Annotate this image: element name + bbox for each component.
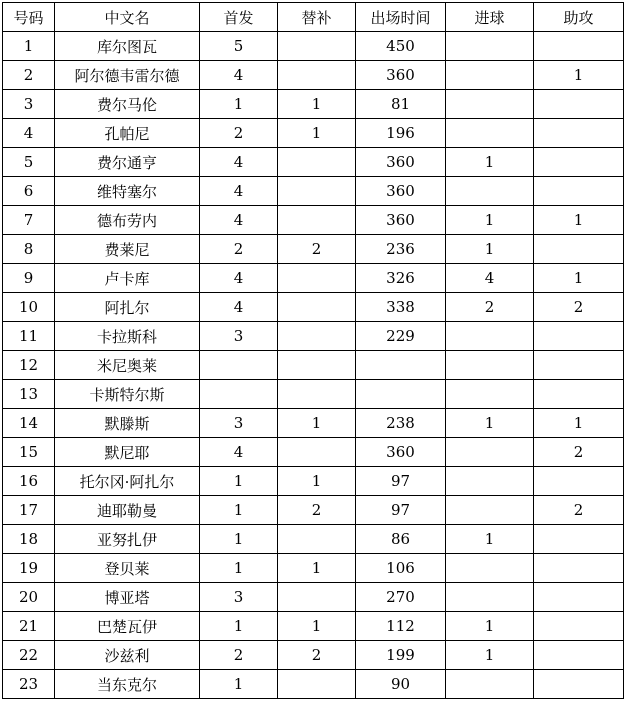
substitute-cell: 1 <box>278 612 356 641</box>
goals-cell: 1 <box>446 148 534 177</box>
name-cell: 维特塞尔 <box>55 177 200 206</box>
minutes-cell: 199 <box>356 641 446 670</box>
number-cell: 18 <box>3 525 55 554</box>
number-cell: 7 <box>3 206 55 235</box>
header-starts: 首发 <box>200 3 278 32</box>
minutes-cell: 97 <box>356 496 446 525</box>
assists-cell <box>534 380 624 409</box>
minutes-cell <box>356 380 446 409</box>
assists-cell <box>534 670 624 699</box>
table-row <box>3 351 624 380</box>
substitute-cell <box>278 525 356 554</box>
number-cell: 16 <box>3 467 55 496</box>
starts-cell: 4 <box>200 177 278 206</box>
starts-cell: 1 <box>200 612 278 641</box>
table-row <box>3 119 624 148</box>
starts-cell: 1 <box>200 90 278 119</box>
substitute-cell: 2 <box>278 496 356 525</box>
table-row <box>3 670 624 699</box>
assists-cell <box>534 235 624 264</box>
number-cell: 10 <box>3 293 55 322</box>
minutes-cell: 106 <box>356 554 446 583</box>
assists-cell: 1 <box>534 61 624 90</box>
table-row <box>3 32 624 61</box>
starts-cell: 1 <box>200 525 278 554</box>
starts-cell: 3 <box>200 583 278 612</box>
substitute-cell: 1 <box>278 467 356 496</box>
number-cell: 1 <box>3 32 55 61</box>
number-cell: 4 <box>3 119 55 148</box>
goals-cell: 1 <box>446 641 534 670</box>
substitute-cell <box>278 351 356 380</box>
name-cell: 孔帕尼 <box>55 119 200 148</box>
name-cell: 沙兹利 <box>55 641 200 670</box>
table-row <box>3 612 624 641</box>
goals-cell <box>446 90 534 119</box>
minutes-cell: 229 <box>356 322 446 351</box>
starts-cell: 2 <box>200 119 278 148</box>
substitute-cell <box>278 32 356 61</box>
substitute-cell: 1 <box>278 409 356 438</box>
assists-cell: 1 <box>534 206 624 235</box>
substitute-cell <box>278 438 356 467</box>
table-row <box>3 380 624 409</box>
minutes-cell: 360 <box>356 438 446 467</box>
starts-cell: 1 <box>200 554 278 583</box>
table-row <box>3 583 624 612</box>
goals-cell <box>446 496 534 525</box>
goals-cell <box>446 61 534 90</box>
minutes-cell <box>356 351 446 380</box>
goals-cell: 1 <box>446 409 534 438</box>
goals-cell <box>446 322 534 351</box>
goals-cell <box>446 554 534 583</box>
goals-cell <box>446 380 534 409</box>
starts-cell <box>200 351 278 380</box>
starts-cell: 3 <box>200 322 278 351</box>
minutes-cell: 338 <box>356 293 446 322</box>
name-cell: 阿扎尔 <box>55 293 200 322</box>
name-cell: 当东克尔 <box>55 670 200 699</box>
table-row <box>3 235 624 264</box>
table-row <box>3 148 624 177</box>
table-row <box>3 554 624 583</box>
assists-cell: 2 <box>534 496 624 525</box>
name-cell: 卡拉斯科 <box>55 322 200 351</box>
name-cell: 默尼耶 <box>55 438 200 467</box>
goals-cell: 2 <box>446 293 534 322</box>
number-cell: 19 <box>3 554 55 583</box>
name-cell: 费尔通亨 <box>55 148 200 177</box>
minutes-cell: 360 <box>356 206 446 235</box>
table-row <box>3 90 624 119</box>
substitute-cell: 1 <box>278 554 356 583</box>
number-cell: 9 <box>3 264 55 293</box>
starts-cell: 4 <box>200 293 278 322</box>
assists-cell <box>534 119 624 148</box>
starts-cell: 2 <box>200 235 278 264</box>
minutes-cell: 450 <box>356 32 446 61</box>
starts-cell: 5 <box>200 32 278 61</box>
substitute-cell <box>278 264 356 293</box>
minutes-cell: 90 <box>356 670 446 699</box>
assists-cell <box>534 612 624 641</box>
starts-cell: 1 <box>200 496 278 525</box>
table-row <box>3 496 624 525</box>
player-stats-table <box>2 2 624 699</box>
name-cell: 卢卡库 <box>55 264 200 293</box>
minutes-cell: 360 <box>356 61 446 90</box>
name-cell: 米尼奥莱 <box>55 351 200 380</box>
assists-cell <box>534 32 624 61</box>
assists-cell: 1 <box>534 264 624 293</box>
substitute-cell <box>278 206 356 235</box>
number-cell: 6 <box>3 177 55 206</box>
minutes-cell: 270 <box>356 583 446 612</box>
substitute-cell <box>278 177 356 206</box>
substitute-cell <box>278 322 356 351</box>
header-chinese-name: 中文名 <box>55 3 200 32</box>
table-body <box>3 32 624 699</box>
starts-cell: 2 <box>200 641 278 670</box>
number-cell: 23 <box>3 670 55 699</box>
goals-cell: 1 <box>446 206 534 235</box>
name-cell: 亚努扎伊 <box>55 525 200 554</box>
assists-cell <box>534 177 624 206</box>
minutes-cell: 86 <box>356 525 446 554</box>
substitute-cell <box>278 293 356 322</box>
table-row <box>3 409 624 438</box>
table-row <box>3 467 624 496</box>
number-cell: 13 <box>3 380 55 409</box>
goals-cell <box>446 119 534 148</box>
number-cell: 21 <box>3 612 55 641</box>
number-cell: 22 <box>3 641 55 670</box>
minutes-cell: 196 <box>356 119 446 148</box>
assists-cell: 1 <box>534 409 624 438</box>
number-cell: 2 <box>3 61 55 90</box>
name-cell: 费莱尼 <box>55 235 200 264</box>
goals-cell: 1 <box>446 525 534 554</box>
substitute-cell: 1 <box>278 119 356 148</box>
name-cell: 托尔冈·阿扎尔 <box>55 467 200 496</box>
assists-cell: 2 <box>534 293 624 322</box>
assists-cell <box>534 148 624 177</box>
table-row <box>3 177 624 206</box>
header-number: 号码 <box>3 3 55 32</box>
starts-cell: 4 <box>200 438 278 467</box>
name-cell: 费尔马伦 <box>55 90 200 119</box>
header-assists: 助攻 <box>534 3 624 32</box>
substitute-cell <box>278 61 356 90</box>
name-cell: 登贝莱 <box>55 554 200 583</box>
starts-cell: 4 <box>200 264 278 293</box>
assists-cell: 2 <box>534 438 624 467</box>
goals-cell <box>446 583 534 612</box>
minutes-cell: 238 <box>356 409 446 438</box>
name-cell: 迪耶勒曼 <box>55 496 200 525</box>
starts-cell: 1 <box>200 467 278 496</box>
minutes-cell: 326 <box>356 264 446 293</box>
goals-cell <box>446 467 534 496</box>
minutes-cell: 360 <box>356 177 446 206</box>
goals-cell: 4 <box>446 264 534 293</box>
header-minutes-played: 出场时间 <box>356 3 446 32</box>
minutes-cell: 112 <box>356 612 446 641</box>
number-cell: 12 <box>3 351 55 380</box>
substitute-cell: 1 <box>278 90 356 119</box>
name-cell: 阿尔德韦雷尔德 <box>55 61 200 90</box>
substitute-cell <box>278 380 356 409</box>
table-row <box>3 206 624 235</box>
goals-cell <box>446 670 534 699</box>
assists-cell <box>534 322 624 351</box>
table-row <box>3 61 624 90</box>
substitute-cell: 2 <box>278 235 356 264</box>
table-header-row <box>3 3 624 32</box>
assists-cell <box>534 583 624 612</box>
goals-cell: 1 <box>446 612 534 641</box>
substitute-cell: 2 <box>278 641 356 670</box>
number-cell: 3 <box>3 90 55 119</box>
assists-cell <box>534 525 624 554</box>
goals-cell <box>446 438 534 467</box>
substitute-cell <box>278 583 356 612</box>
starts-cell: 1 <box>200 670 278 699</box>
name-cell: 默滕斯 <box>55 409 200 438</box>
table-row <box>3 264 624 293</box>
number-cell: 5 <box>3 148 55 177</box>
goals-cell: 1 <box>446 235 534 264</box>
number-cell: 17 <box>3 496 55 525</box>
minutes-cell: 81 <box>356 90 446 119</box>
name-cell: 巴楚瓦伊 <box>55 612 200 641</box>
table-row <box>3 438 624 467</box>
starts-cell: 4 <box>200 61 278 90</box>
minutes-cell: 97 <box>356 467 446 496</box>
number-cell: 8 <box>3 235 55 264</box>
number-cell: 15 <box>3 438 55 467</box>
name-cell: 库尔图瓦 <box>55 32 200 61</box>
assists-cell <box>534 467 624 496</box>
substitute-cell <box>278 670 356 699</box>
goals-cell <box>446 351 534 380</box>
minutes-cell: 236 <box>356 235 446 264</box>
table-row <box>3 525 624 554</box>
assists-cell <box>534 641 624 670</box>
number-cell: 11 <box>3 322 55 351</box>
assists-cell <box>534 90 624 119</box>
starts-cell: 4 <box>200 148 278 177</box>
number-cell: 20 <box>3 583 55 612</box>
header-substitute: 替补 <box>278 3 356 32</box>
table-row <box>3 322 624 351</box>
starts-cell: 4 <box>200 206 278 235</box>
assists-cell <box>534 554 624 583</box>
goals-cell <box>446 177 534 206</box>
minutes-cell: 360 <box>356 148 446 177</box>
header-goals: 进球 <box>446 3 534 32</box>
name-cell: 德布劳内 <box>55 206 200 235</box>
goals-cell <box>446 32 534 61</box>
table-row <box>3 293 624 322</box>
starts-cell: 3 <box>200 409 278 438</box>
name-cell: 卡斯特尔斯 <box>55 380 200 409</box>
name-cell: 博亚塔 <box>55 583 200 612</box>
number-cell: 14 <box>3 409 55 438</box>
starts-cell <box>200 380 278 409</box>
table-row <box>3 641 624 670</box>
substitute-cell <box>278 148 356 177</box>
assists-cell <box>534 351 624 380</box>
